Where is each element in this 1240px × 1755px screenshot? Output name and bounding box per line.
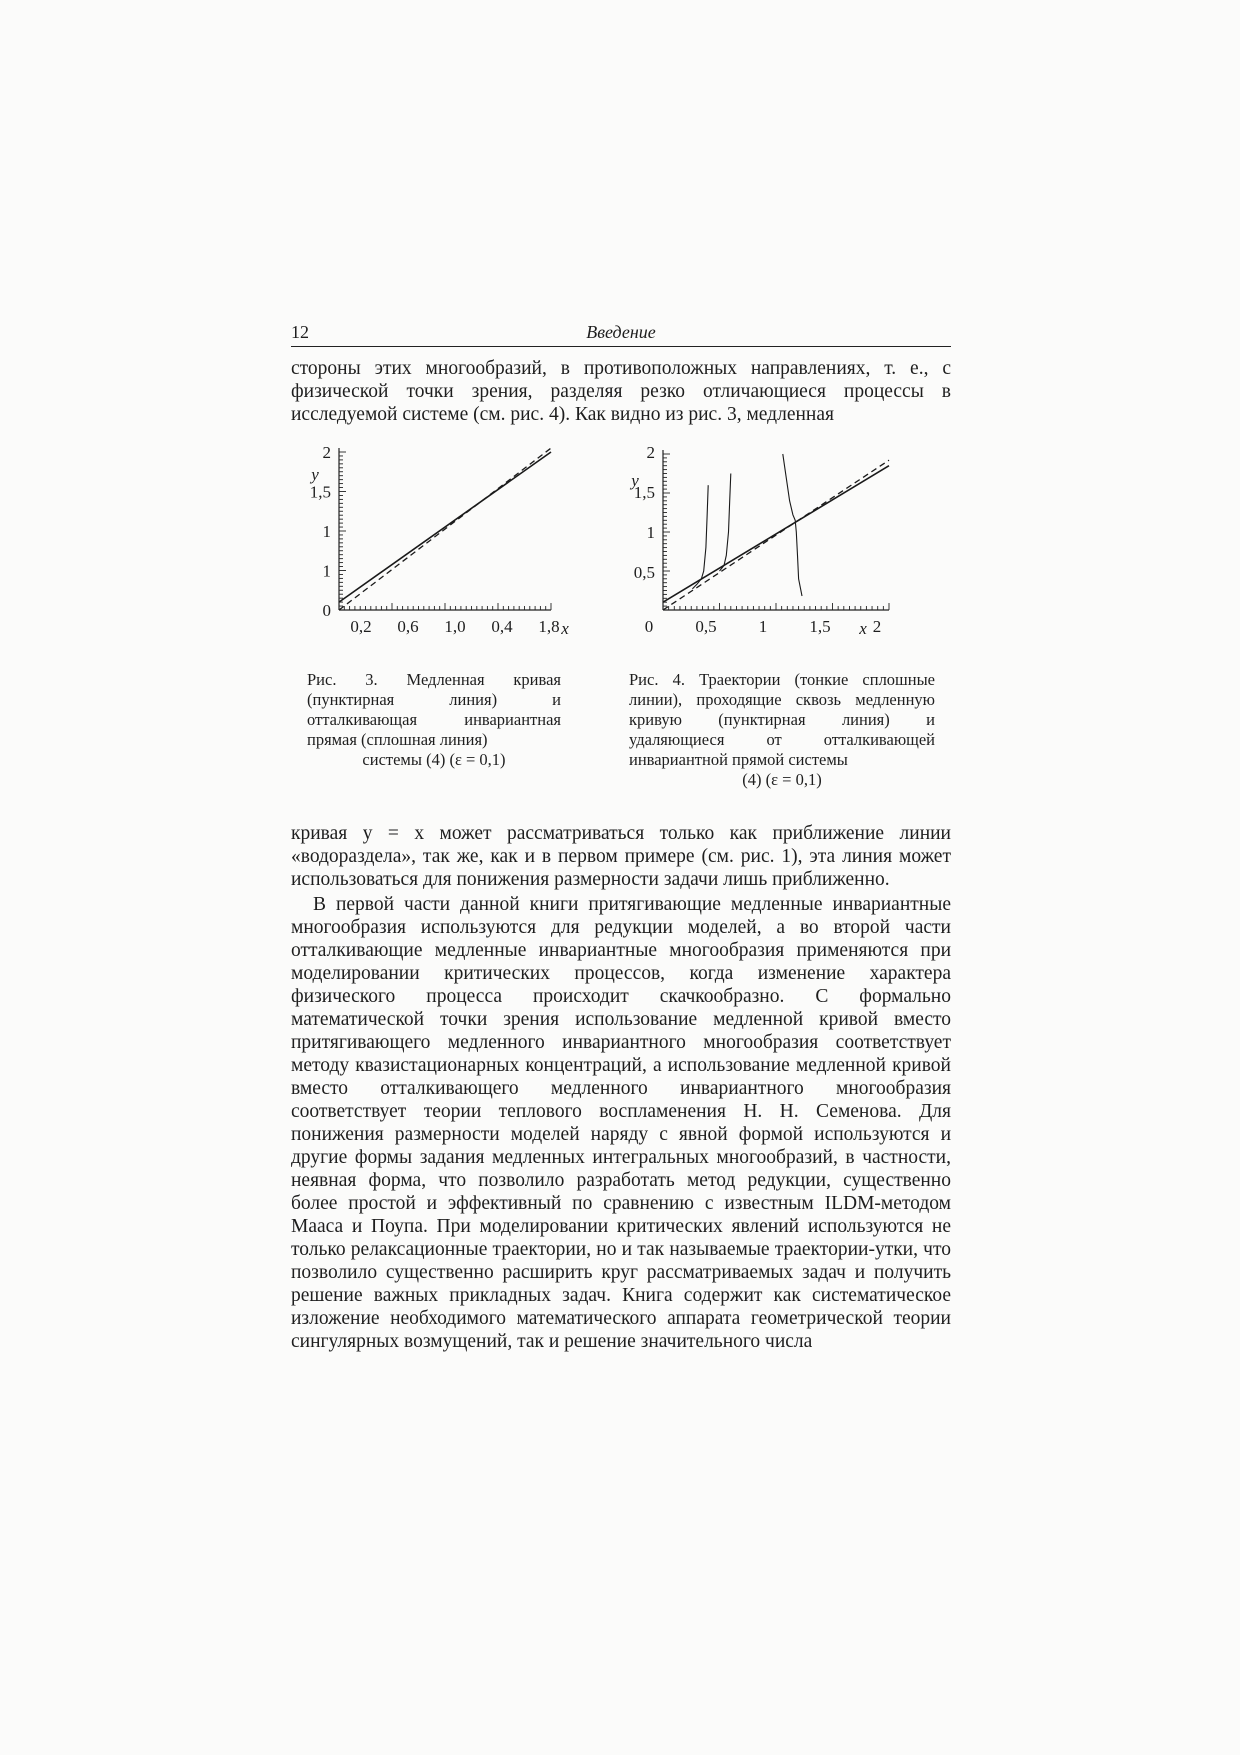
x-tick-label: 1 bbox=[758, 617, 768, 636]
y-tick-label: 0 bbox=[322, 601, 331, 620]
figure-4-plot bbox=[621, 438, 951, 668]
y-tick-label: 2 bbox=[322, 443, 331, 462]
figures-row bbox=[291, 438, 951, 816]
paragraph-2: кривая y = x может рассматриваться только как приближение линии «водораздела», так же, как и в первом примере (см. рис. 1), эта линия может использоваться для понижения размерности задачи лишь приближенно. bbox=[291, 823, 951, 890]
y-axis-label: y bbox=[311, 465, 319, 484]
y-axis-label: y bbox=[631, 471, 639, 490]
y-tick-label: 1 bbox=[646, 523, 655, 542]
figure-4-caption-main: Рис. 4. Траектории (тонкие сплошные линии), проходящие сквозь медленную кривую (пунктирная линия) и удаляющиеся от отталкивающей инвариантной прямой системы bbox=[629, 670, 935, 769]
x-tick-label: 2 bbox=[872, 617, 882, 636]
x-tick-label: 1,8 bbox=[538, 617, 560, 636]
figure-4-caption-last: (4) (ε = 0,1) bbox=[742, 770, 822, 789]
y-tick-label: 0,5 bbox=[633, 563, 655, 582]
paragraph-3: В первой части данной книги притягивающие медленные инвариантные многообразия используются для редукции моделей, а во второй части отталкивающие медленные инвариантные многообразия применяются при моделировании критических процессов, когда изменение характера физического процесса происходит скачкообразно. С формально математической точки зрения использование медленной кривой вместо притягивающего медленного инвариантного многообразия соответствует методу квазистационарных концентраций, а использование медленной кривой вместо отталкивающего медленного инвариантного многообразия соответствует теории теплового воспламенения Н. Н. Семенова. Для понижения размерности моделей наряду с явной формой используются и другие формы задания медленных интегральных многообразий, в частности, неявная форма, что позволило разработать метод редукции, существенно более простой и эффективный по сравнению с известным ILDM-методом Мааса и Поупа. При моделировании критических явлений используются не только релаксационные траектории, но и так называемые траектории-утки, что позволило существенно расширить круг рассматриваемых задач и получить решение важных прикладных задач. Книга содержит как систематическое изложение необходимого математического аппарата геометрической теории сингулярных возмущений, так и решение значительного числа bbox=[291, 894, 951, 1352]
x-tick-label: 0,4 bbox=[491, 617, 513, 636]
chapter-title: Введение bbox=[586, 322, 656, 342]
page-number: 12 bbox=[291, 322, 309, 342]
x-tick-label: 1,0 bbox=[444, 617, 466, 636]
figure-3-caption-main: Рис. 3. Медленная кривая (пунктирная линия) и отталкивающая инвариантная прямая (сплошная линия) bbox=[307, 670, 561, 749]
x-tick-label: 0,2 bbox=[350, 617, 372, 636]
series-dashed-line bbox=[339, 448, 551, 610]
x-tick-label: 0,5 bbox=[695, 617, 717, 636]
x-axis-label: x bbox=[859, 619, 867, 638]
y-tick-label: 2 bbox=[646, 443, 655, 462]
series-solid-line bbox=[663, 466, 889, 603]
y-tick-label: 1 bbox=[322, 522, 331, 541]
book-page bbox=[291, 320, 951, 1353]
series-thin-line bbox=[720, 474, 731, 572]
y-tick-label: 1 bbox=[322, 561, 331, 581]
paragraph-1: стороны этих многообразий, в противоположных направлениях, т. е., с физической точки зрения, разделяя резко отличающиеся процессы в исследуемой системе (см. рис. 4). Как видно из рис. 3, медленная bbox=[291, 358, 951, 425]
x-tick-label: 1,5 bbox=[809, 617, 831, 636]
series-thin-line bbox=[692, 485, 708, 589]
figure-3-caption bbox=[307, 670, 561, 770]
y-tick-label: 1,5 bbox=[309, 482, 331, 502]
figure-4 bbox=[621, 438, 951, 790]
figure-3 bbox=[299, 438, 599, 770]
figure-4-caption bbox=[629, 670, 935, 790]
series-dashed-line bbox=[663, 460, 889, 610]
y-tick-label: 1,5 bbox=[633, 483, 655, 502]
figure-3-caption-last: системы (4) (ε = 0,1) bbox=[362, 750, 506, 769]
series-solid-line bbox=[339, 452, 551, 602]
x-tick-label: 0,6 bbox=[397, 617, 419, 636]
figure-3-plot bbox=[299, 438, 599, 668]
running-head bbox=[291, 320, 951, 347]
x-axis-label: x bbox=[561, 619, 569, 638]
x-tick-label: 0 bbox=[644, 617, 654, 636]
